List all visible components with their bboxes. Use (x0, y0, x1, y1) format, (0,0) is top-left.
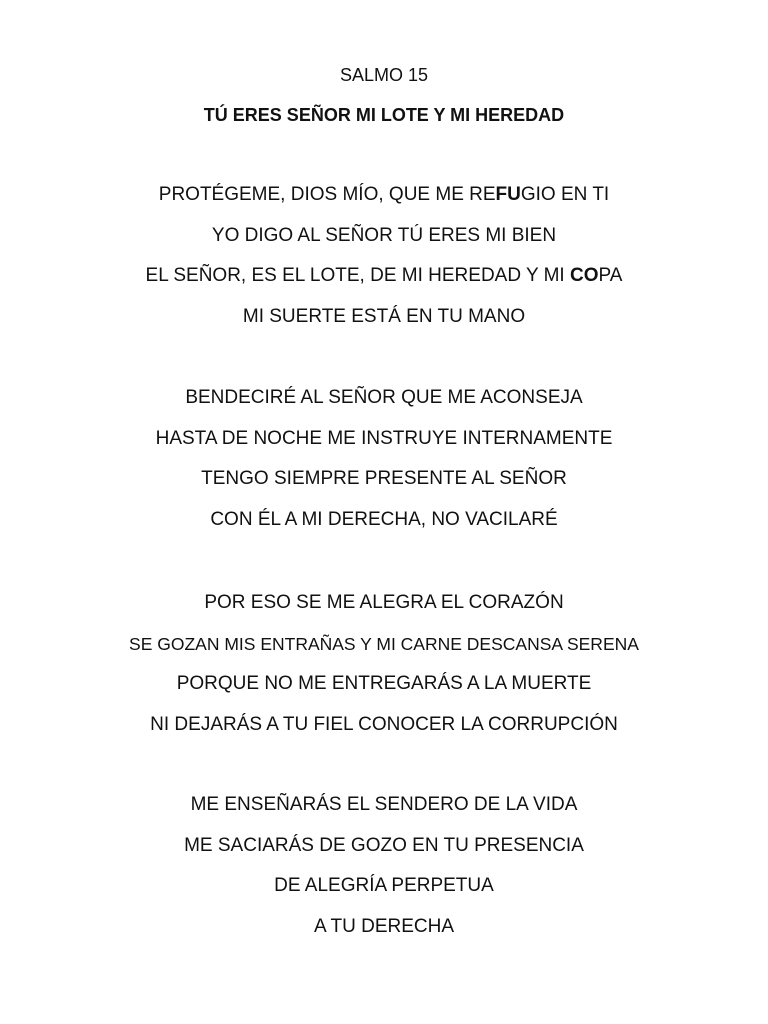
verse-text: GIO EN TI (520, 184, 610, 205)
verse-text: PA (598, 265, 623, 286)
stanza-3 (0, 583, 768, 745)
verse-line: YO DIGO AL SEÑOR TÚ ERES MI BIEN (211, 224, 557, 246)
psalm-title: SALMO 15 (339, 65, 429, 85)
stanza-2 (0, 378, 768, 540)
verse-line: POR ESO SE ME ALEGRA EL CORAZÓN (204, 592, 564, 613)
verse-line: NI DEJARÁS A TU FIEL CONOCER LA CORRUPCIÓN (150, 713, 618, 735)
stanza-4 (0, 785, 768, 947)
verse-text-bold: FU (495, 184, 521, 205)
verse-line: ME ENSEÑARÁS EL SENDERO DE LA VIDA (190, 794, 578, 815)
verse-line: A TU DERECHA (313, 915, 455, 937)
verse-line: BENDECIRÉ AL SEÑOR QUE ME ACONSEJA (185, 387, 583, 408)
verse-line (0, 175, 768, 216)
verse-line: HASTA DE NOCHE ME INSTRUYE INTERNAMENTE (155, 427, 613, 449)
verse-text-bold: CO (570, 265, 599, 286)
verse-line: CON ÉL A MI DERECHA, NO VACILARÉ (210, 508, 558, 530)
verse-line (0, 256, 768, 297)
verse-line: ME SACIARÁS DE GOZO EN TU PRESENCIA (184, 834, 584, 856)
verse-line: TENGO SIEMPRE PRESENTE AL SEÑOR (201, 468, 567, 489)
verse-line: MI SUERTE ESTÁ EN TU MANO (242, 305, 526, 327)
verse-line: PORQUE NO ME ENTREGARÁS A LA MUERTE (176, 673, 592, 694)
verse-line: SE GOZAN MIS ENTRAÑAS Y MI CARNE DESCANSA SERENA (129, 633, 639, 654)
psalm-subtitle: TÚ ERES SEÑOR MI LOTE Y MI HEREDAD (203, 105, 565, 125)
stanza-1 (0, 175, 768, 337)
verse-text: EL SEÑOR, ES EL LOTE, DE MI HEREDAD Y MI (145, 265, 570, 286)
verse-line: DE ALEGRÍA PERPETUA (274, 875, 494, 896)
verse-text: PROTÉGEME, DIOS MÍO, QUE ME RE (158, 184, 496, 205)
